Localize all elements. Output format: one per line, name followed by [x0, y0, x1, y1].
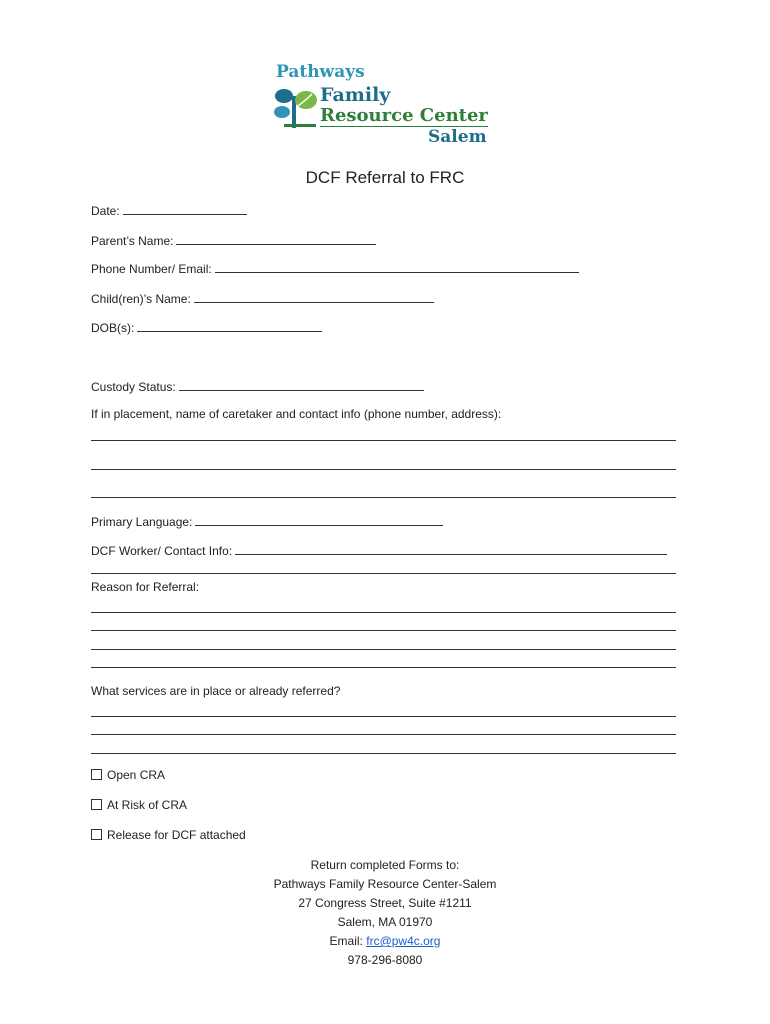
- logo-text-pathways: Pathways: [276, 62, 365, 82]
- primary-language-label: Primary Language:: [91, 515, 193, 529]
- placement-input-line-1[interactable]: [91, 440, 676, 441]
- parent-name-label: Parent’s Name:: [91, 234, 174, 248]
- tree-logo-icon: [274, 86, 318, 130]
- dob-input-line[interactable]: [137, 320, 322, 332]
- email-link[interactable]: frc@pw4c.org: [366, 934, 441, 948]
- placement-input-line-2[interactable]: [91, 469, 676, 470]
- return-instructions: Return completed Forms to:: [310, 858, 460, 872]
- logo: [274, 60, 494, 152]
- date-input-line[interactable]: [123, 203, 247, 215]
- services-label: What services are in place or already referred?: [91, 684, 341, 698]
- checkbox-at-risk-label: At Risk of CRA: [107, 798, 188, 812]
- date-label: Date:: [91, 204, 120, 218]
- checkbox-at-risk-of-cra[interactable]: [91, 798, 187, 812]
- logo-text-resource-center: Resource Center: [320, 105, 488, 126]
- custody-status-field: [91, 379, 424, 394]
- dcf-worker-label: DCF Worker/ Contact Info:: [91, 544, 233, 558]
- dob-label: DOB(s):: [91, 321, 135, 335]
- organization-name: Pathways Family Resource Center-Salem: [273, 877, 497, 891]
- street-address: 27 Congress Street, Suite #1211: [298, 896, 472, 910]
- dcf-worker-field: [91, 543, 667, 558]
- city-state-zip: Salem, MA 01970: [337, 915, 433, 929]
- logo-text-salem: Salem: [428, 127, 487, 147]
- checkbox-icon[interactable]: [91, 829, 102, 840]
- reason-input-line-3[interactable]: [91, 649, 676, 650]
- services-input-line-1[interactable]: [91, 716, 676, 717]
- checkbox-release-label: Release for DCF attached: [107, 828, 246, 842]
- children-name-input-line[interactable]: [194, 291, 434, 303]
- date-field: [91, 203, 247, 218]
- reason-input-line-2[interactable]: [91, 630, 676, 631]
- phone-email-field: [91, 261, 579, 276]
- children-name-field: [91, 291, 434, 306]
- dcf-worker-input-line[interactable]: [235, 543, 667, 555]
- parent-name-field: [91, 233, 376, 248]
- services-input-line-3[interactable]: [91, 753, 676, 754]
- phone-email-input-line[interactable]: [215, 261, 579, 273]
- logo-text-family: Family: [320, 84, 391, 106]
- reason-input-line-1[interactable]: [91, 612, 676, 613]
- checkbox-open-cra-label: Open CRA: [107, 768, 166, 782]
- custody-status-label: Custody Status:: [91, 380, 176, 394]
- return-address-block: [0, 856, 770, 970]
- reason-label: Reason for Referral:: [91, 580, 200, 594]
- phone-number: 978-296-8080: [347, 953, 423, 967]
- services-input-line-2[interactable]: [91, 734, 676, 735]
- checkbox-icon[interactable]: [91, 769, 102, 780]
- placement-label: If in placement, name of caretaker and contact info (phone number, address):: [91, 407, 502, 421]
- page-title: DCF Referral to FRC: [305, 168, 465, 187]
- checkbox-open-cra[interactable]: [91, 768, 165, 782]
- checkbox-release-attached[interactable]: [91, 828, 246, 842]
- primary-language-field: [91, 514, 443, 529]
- custody-status-input-line[interactable]: [179, 379, 424, 391]
- primary-language-input-line[interactable]: [195, 514, 443, 526]
- parent-name-input-line[interactable]: [176, 233, 376, 245]
- dob-field: [91, 320, 322, 335]
- email-row: [0, 932, 770, 951]
- checkbox-icon[interactable]: [91, 799, 102, 810]
- email-label: Email:: [329, 934, 363, 948]
- phone-email-label: Phone Number/ Email:: [91, 262, 212, 276]
- reason-input-line-4[interactable]: [91, 667, 676, 668]
- dcf-worker-input-line-2[interactable]: [91, 573, 676, 574]
- placement-input-line-3[interactable]: [91, 497, 676, 498]
- children-name-label: Child(ren)’s Name:: [91, 292, 191, 306]
